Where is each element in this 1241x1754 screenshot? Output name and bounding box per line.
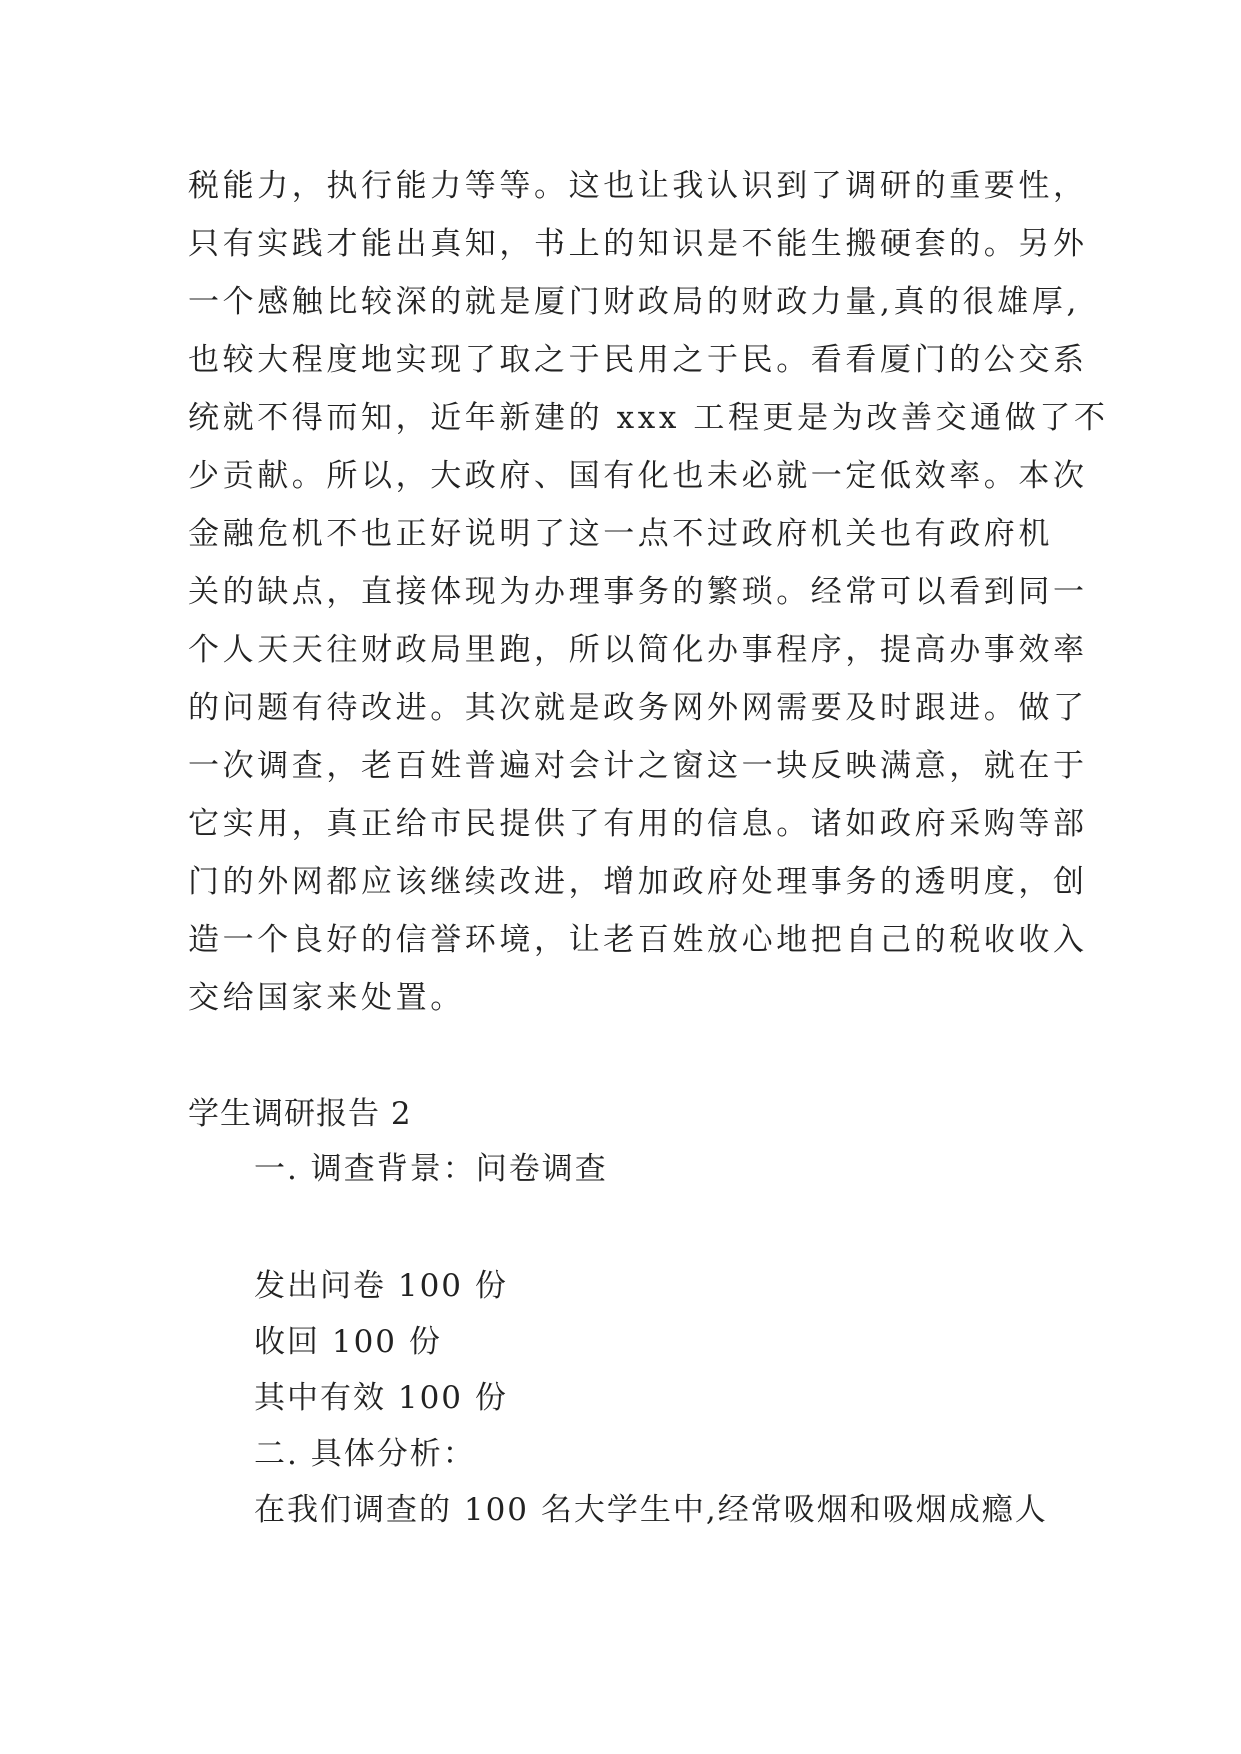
paragraph-line: 的问题有待改进。其次就是政务网外网需要及时跟进。做了 bbox=[188, 690, 1088, 726]
paragraph-line: 少贡献。所以，大政府、国有化也未必就一定低效率。本次 bbox=[188, 458, 1088, 494]
paragraph-line: 个人天天往财政局里跑，所以简化办事程序，提高办事效率 bbox=[188, 632, 1088, 668]
paragraph-line: 金融危机不也正好说明了这一点不过政府机关也有政府机 bbox=[188, 516, 1053, 552]
paragraph-line: 它实用，真正给市民提供了有用的信息。诸如政府采购等部 bbox=[188, 806, 1088, 842]
section-heading-analysis: 二. 具体分析： bbox=[254, 1436, 476, 1472]
survey-line-sent: 发出问卷 100 份 bbox=[254, 1268, 508, 1304]
paragraph-line: 交给国家来处置。 bbox=[188, 980, 465, 1016]
section-heading-background: 一. 调查背景：问卷调查 bbox=[254, 1151, 608, 1187]
paragraph-line: 一次调查，老百姓普遍对会计之窗这一块反映满意，就在于 bbox=[188, 748, 1088, 784]
paragraph-line: 统就不得而知，近年新建的 xxx 工程更是为改善交通做了不 bbox=[188, 400, 1109, 436]
analysis-text-line: 在我们调查的 100 名大学生中,经常吸烟和吸烟成瘾人 bbox=[254, 1492, 1048, 1528]
paragraph-line: 门的外网都应该继续改进，增加政府处理事务的透明度，创 bbox=[188, 864, 1088, 900]
paragraph-line: 一个感触比较深的就是厦门财政局的财政力量,真的很雄厚, bbox=[188, 284, 1080, 320]
paragraph-line: 关的缺点，直接体现为办理事务的繁琐。经常可以看到同一 bbox=[188, 574, 1088, 610]
report-title: 学生调研报告 2 bbox=[188, 1096, 412, 1132]
paragraph-line: 也较大程度地实现了取之于民用之于民。看看厦门的公交系 bbox=[188, 342, 1088, 378]
survey-line-returned: 收回 100 份 bbox=[254, 1324, 442, 1360]
paragraph-line: 只有实践才能出真知，书上的知识是不能生搬硬套的。另外 bbox=[188, 226, 1088, 262]
paragraph-line: 造一个良好的信誉环境，让老百姓放心地把自己的税收收入 bbox=[188, 922, 1088, 958]
survey-line-valid: 其中有效 100 份 bbox=[254, 1380, 508, 1416]
paragraph-line: 税能力，执行能力等等。这也让我认识到了调研的重要性， bbox=[188, 168, 1088, 204]
